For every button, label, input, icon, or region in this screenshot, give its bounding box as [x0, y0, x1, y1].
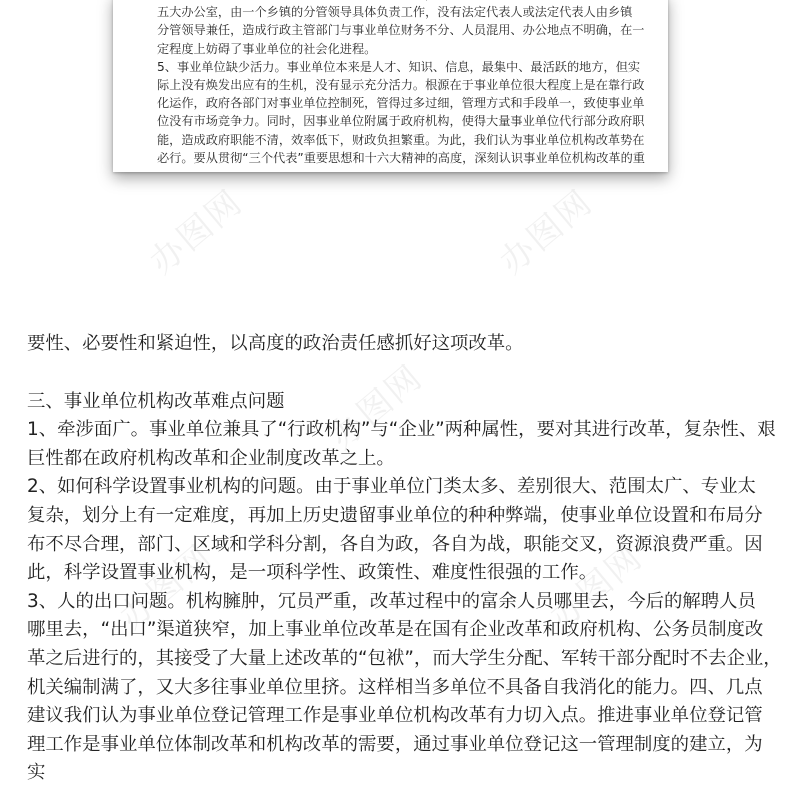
card-line: 能，造成政府职能不清，效率低下，财政负担繁重。为此，我们认为事业单位机构改革势在 [157, 132, 645, 147]
watermark-text: 办图网 [492, 182, 601, 283]
document-preview-card [113, 0, 668, 172]
paragraph-line: 要性、必要性和紧迫性，以高度的政治责任感抓好这项改革。 [27, 333, 524, 354]
watermark-text: 办图网 [142, 182, 251, 283]
section-heading: 三、事业单位机构改革难点问题 [27, 390, 285, 412]
card-line: 化运作，政府各部门对事业单位控制死，管得过多过细，管理方式和手段单一，致使事业单 [157, 96, 645, 111]
paragraph-gap [27, 359, 782, 388]
paragraph-line: 哪里去，“出口”渠道狭窄，加上事业单位改革是在国有企业改革和政府机构、公务员制度改 [27, 619, 764, 641]
paragraph-line: 巨性都在政府机构改革和企业制度改革之上。 [27, 447, 395, 469]
paragraph-line: 此，科学设置事业机构，是一项科学性、政策性、难度性很强的工作。 [27, 562, 598, 584]
paragraph-line: 复杂，划分上有一定难度，再加上历史遗留事业单位的种种弊端，使事业单位设置和布局分 [27, 504, 763, 526]
paragraph-line: 2、如何科学设置事业机构的问题。由于事业单位门类太多、差别很大、范围太广、专业太 [27, 476, 756, 498]
card-line: 必行。要从贯彻“三个代表”重要思想和十六大精神的高度，深刻认识事业单位机构改革的重 [157, 150, 645, 165]
card-line: 5、事业单位缺少活力。事业单位本来是人才、知识、信息，最集中、最活跃的地方，但实 [157, 59, 641, 74]
paragraph-line: 革之后进行的，其接受了大量上述改革的“包袱”，而大学生分配、军转干部分配时不去企业， [27, 647, 782, 669]
card-line: 定程度上妨碍了事业单位的社会化进程。 [157, 41, 377, 56]
card-line: 分管领导兼任，造成行政主管部门与事业单位财务不分、人员混用、办公地点不明确，在一 [157, 23, 645, 38]
card-line: 际上没有焕发出应有的生机，没有显示充分活力。根源在于事业单位很大程度上是在靠行政 [157, 77, 645, 92]
paragraph-line: 实 [27, 762, 46, 784]
card-text-block [157, 0, 657, 167]
watermark-text: 办图网 [322, 357, 431, 458]
paragraph-line: 布不尽合理，部门、区域和学科分割，各自为政，各自为战，职能交叉，资源浪费严重。因 [27, 533, 763, 555]
card-line: 五大办公室，由一个乡镇的分管领导具体负责工作，没有法定代表人或法定代表人由乡镇 [157, 5, 633, 20]
watermark-text: 办图网 [112, 537, 221, 638]
paragraph-line: 理工作是事业单位体制改革和机构改革的需要，通过事业单位登记这一管理制度的建立，为 [27, 733, 763, 755]
main-text-block [27, 330, 782, 788]
watermark-text: 办图网 [542, 537, 651, 638]
card-line: 位没有市场竞争力。同时，因事业单位附属于政府机构，使得大量事业单位代行部分政府职 [157, 114, 645, 129]
paragraph-line: 机关编制满了，又大多往事业单位里挤。这样相当多单位不具备自我消化的能力。四、几点 [27, 676, 763, 698]
paragraph-line: 1、牵涉面广。事业单位兼具了“行政机构”与“企业”两种属性，要对其进行改革，复杂性、艰 [27, 419, 776, 441]
paragraph-line: 3、人的出口问题。机构臃肿，冗员严重，改革过程中的富余人员哪里去，今后的解聘人员 [27, 590, 756, 612]
paragraph-line: 建议我们认为事业单位登记管理工作是事业单位机构改革有力切入点。推进事业单位登记管 [27, 705, 763, 727]
